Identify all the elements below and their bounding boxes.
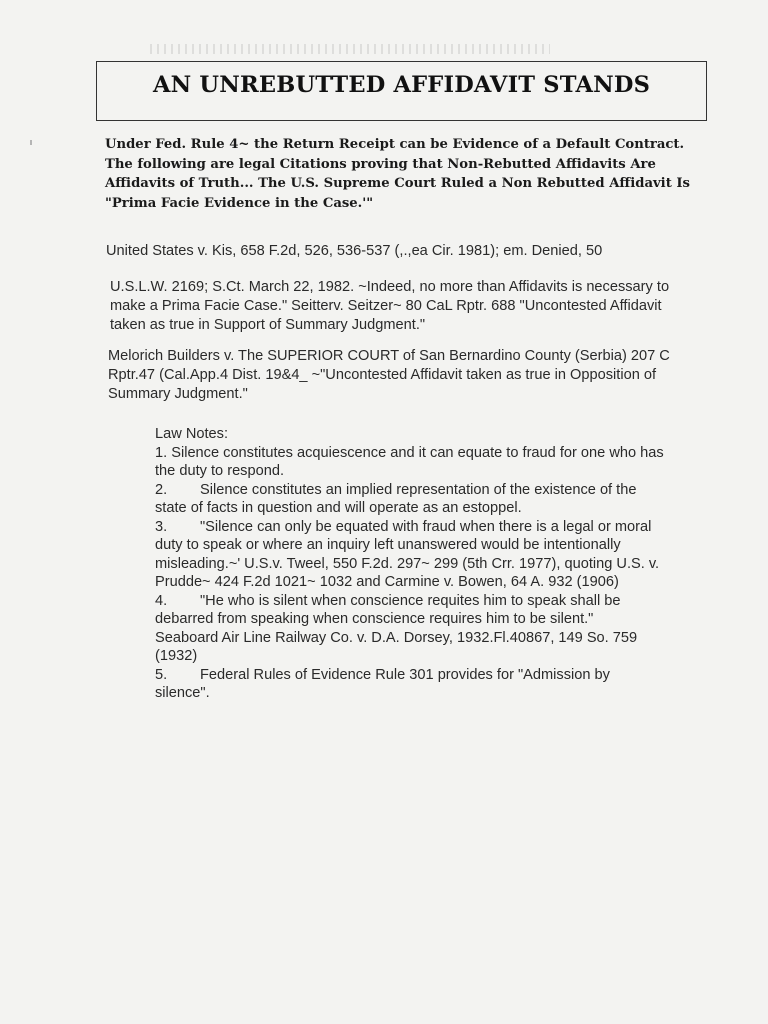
paragraph-line: United States v. Kis, 658 F.2d, 526, 536-537 (,.,ea Cir. 1981); em. Denied, 50 bbox=[106, 243, 603, 259]
scan-artifact bbox=[150, 44, 550, 54]
intro-line: Affidavits of Truth... The U.S. Supreme Court Ruled a Non Rebutted Affidavit Is bbox=[105, 176, 690, 191]
note-line: debarred from speaking when conscience requires him to be silent." bbox=[155, 611, 594, 627]
citation-paragraph-1 bbox=[106, 242, 602, 261]
note-text: Silence constitutes an implied representation of the existence of the bbox=[200, 481, 637, 498]
note-line: state of facts in question and will operate as an estoppel. bbox=[155, 500, 522, 516]
note-line: (1932) bbox=[155, 648, 198, 664]
note-text: Federal Rules of Evidence Rule 301 provides for "Admission by bbox=[200, 666, 610, 683]
intro-line: "Prima Facie Evidence in the Case.'" bbox=[105, 195, 374, 211]
document-title: AN UNREBUTTED AFFIDAVIT STANDS bbox=[152, 72, 651, 98]
law-note-1 bbox=[155, 444, 664, 463]
note-line: duty to speak or where an inquiry left unanswered would be intentionally bbox=[155, 537, 621, 553]
law-note-2 bbox=[155, 481, 664, 500]
intro-line: The following are legal Citations proving that Non-Rebutted Affidavits Are bbox=[105, 156, 656, 172]
law-note-5 bbox=[155, 666, 664, 685]
law-note-4 bbox=[155, 592, 664, 611]
note-number: 4. bbox=[155, 592, 168, 609]
note-text: "Silence can only be equated with fraud when there is a legal or moral bbox=[200, 518, 652, 535]
citation-paragraph-2 bbox=[110, 278, 669, 335]
note-number: 1. bbox=[155, 444, 168, 461]
intro-paragraph bbox=[105, 135, 705, 213]
law-notes-heading: Law Notes: bbox=[155, 426, 229, 442]
note-line: silence". bbox=[155, 685, 210, 701]
note-number: 2. bbox=[155, 481, 168, 498]
paragraph-line: Summary Judgment." bbox=[108, 386, 248, 402]
paragraph-line: U.S.L.W. 2169; S.Ct. March 22, 1982. ~Indeed, no more than Affidavits is necessary to bbox=[110, 279, 670, 295]
scan-artifact-mark bbox=[30, 140, 32, 145]
note-line: the duty to respond. bbox=[155, 463, 284, 479]
paragraph-line: Melorich Builders v. The SUPERIOR COURT of San Bernardino County (Serbia) 207 C bbox=[108, 348, 670, 364]
law-notes bbox=[155, 425, 664, 703]
paragraph-line: make a Prima Facie Case." Seitterv. Seitzer~ 80 CaL Rptr. 688 "Uncontested Affidavit bbox=[110, 298, 662, 314]
note-text: Silence constitutes acquiescence and it can equate to fraud for one who has bbox=[167, 444, 664, 461]
note-number: 5. bbox=[155, 666, 168, 683]
paragraph-line: Rptr.47 (Cal.App.4 Dist. 19&4_ ~"Uncontested Affidavit taken as true in Opposition of bbox=[108, 367, 657, 383]
title-box bbox=[96, 61, 707, 121]
note-line: Prudde~ 424 F.2d 1021~ 1032 and Carmine v. Bowen, 64 A. 932 (1906) bbox=[155, 574, 619, 590]
paragraph-line: taken as true in Support of Summary Judgment." bbox=[110, 317, 426, 333]
note-line: Seaboard Air Line Railway Co. v. D.A. Dorsey, 1932.Fl.40867, 149 So. 759 bbox=[155, 629, 638, 646]
note-line: misleading.~' U.S.v. Tweel, 550 F.2d. 297~ 299 (5th Crr. 1977), quoting U.S. v. bbox=[155, 555, 660, 572]
law-note-3 bbox=[155, 518, 664, 537]
note-number: 3. bbox=[155, 518, 168, 535]
note-text: "He who is silent when conscience requites him to speak shall be bbox=[200, 592, 621, 609]
citation-paragraph-3 bbox=[108, 347, 670, 404]
intro-line: Under Fed. Rule 4~ the Return Receipt can be Evidence of a Default Contract. bbox=[105, 137, 685, 152]
